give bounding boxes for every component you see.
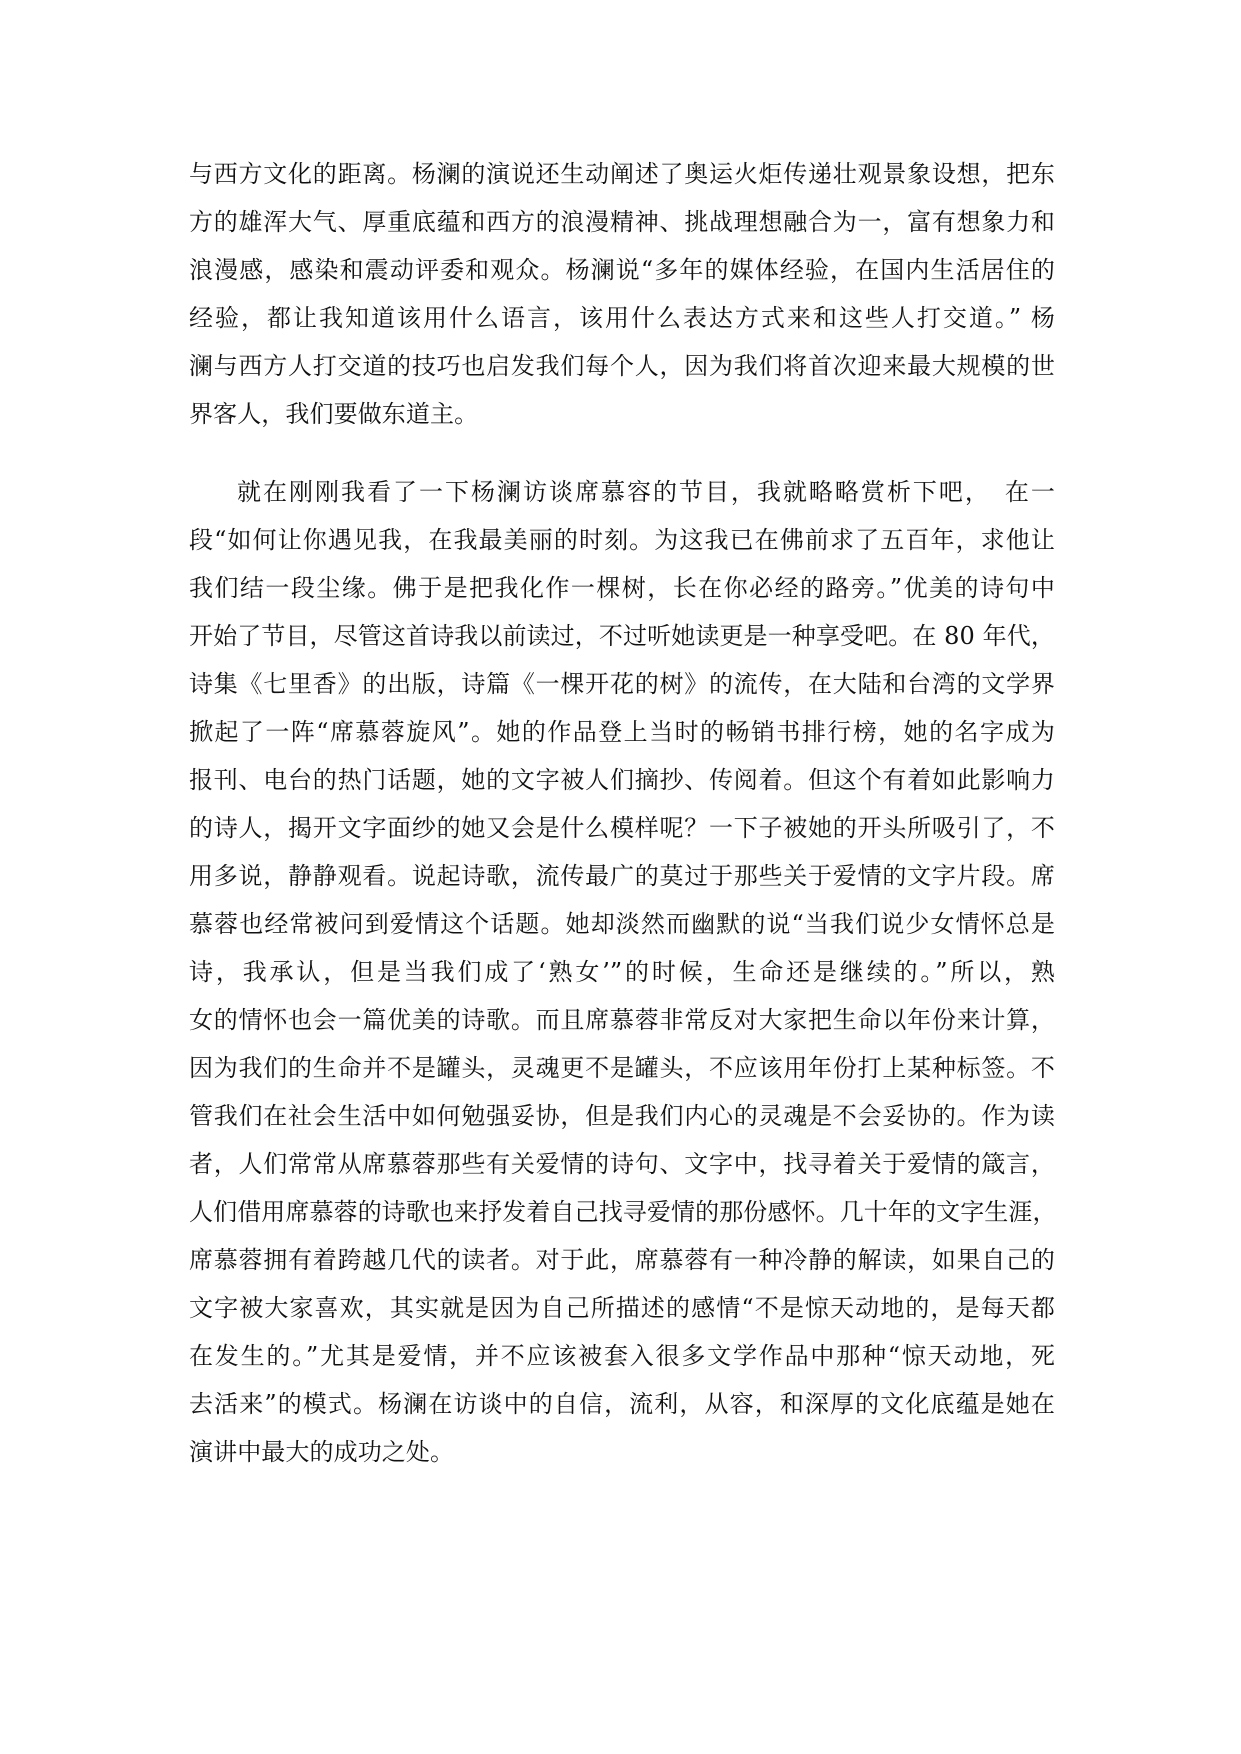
text-line: 的诗人，揭开文字面纱的她又会是什么模样呢？一下子被她的开头所吸引了，不 bbox=[189, 814, 1055, 842]
text-line: 女的情怀也会一篇优美的诗歌。而且席慕蓉非常反对大家把生命以年份来计算， bbox=[189, 1006, 1055, 1034]
text-line: 去活来”的模式。杨澜在访谈中的自信，流利，从容，和深厚的文化底蕴是她在 bbox=[189, 1390, 1055, 1418]
text-line: 经验，都让我知道该用什么语言，该用什么表达方式来和这些人打交道。” 杨 bbox=[189, 304, 1055, 332]
text-line: 浪漫感，感染和震动评委和观众。杨澜说“多年的媒体经验，在国内生活居住的 bbox=[189, 256, 1055, 284]
text-line: 者，人们常常从席慕蓉那些有关爱情的诗句、文字中，找寻着关于爱情的箴言， bbox=[189, 1150, 1055, 1178]
paragraph-spacer bbox=[189, 438, 1055, 468]
paragraph-1 bbox=[189, 150, 1055, 438]
text-line: 因为我们的生命并不是罐头，灵魂更不是罐头，不应该用年份打上某种标签。不 bbox=[189, 1054, 1055, 1082]
text-line-last: 演讲中最大的成功之处。 bbox=[189, 1438, 455, 1466]
text-line: 段“如何让你遇见我，在我最美丽的时刻。为这我已在佛前求了五百年，求他让 bbox=[189, 526, 1055, 554]
paragraph-2 bbox=[189, 468, 1055, 1476]
text-line: 管我们在社会生活中如何勉强妥协，但是我们内心的灵魂是不会妥协的。作为读 bbox=[189, 1102, 1055, 1130]
text-line: 用多说，静静观看。说起诗歌，流传最广的莫过于那些关于爱情的文字片段。席 bbox=[189, 862, 1055, 890]
text-line: 慕蓉也经常被问到爱情这个话题。她却淡然而幽默的说“当我们说少女情怀总是 bbox=[189, 910, 1055, 938]
text-line: 掀起了一阵“席慕蓉旋风”。她的作品登上当时的畅销书排行榜，她的名字成为 bbox=[189, 718, 1055, 746]
text-line-last: 界客人，我们要做东道主。 bbox=[189, 400, 479, 428]
text-line-first: 就在刚刚我看了一下杨澜访谈席慕容的节目，我就略略赏析下吧， 在一 bbox=[237, 478, 1055, 506]
text-line: 报刊、电台的热门话题，她的文字被人们摘抄、传阅着。但这个有着如此影响力 bbox=[189, 766, 1055, 794]
text-line: 在发生的。”尤其是爱情，并不应该被套入很多文学作品中那种“惊天动地，死 bbox=[189, 1342, 1055, 1370]
text-line: 我们结一段尘缘。佛于是把我化作一棵树，长在你必经的路旁。”优美的诗句中 bbox=[189, 574, 1055, 602]
document-body bbox=[189, 150, 1055, 1476]
text-line: 人们借用席慕蓉的诗歌也来抒发着自己找寻爱情的那份感怀。几十年的文字生涯， bbox=[189, 1198, 1057, 1226]
text-line: 诗，我承认，但是当我们成了‘熟女’”的时候，生命还是继续的。”所以，熟 bbox=[189, 958, 1055, 986]
text-line: 席慕蓉拥有着跨越几代的读者。对于此，席慕蓉有一种冷静的解读，如果自己的 bbox=[189, 1246, 1055, 1274]
text-line: 文字被大家喜欢，其实就是因为自己所描述的感情“不是惊天动地的，是每天都 bbox=[189, 1294, 1055, 1322]
text-line: 开始了节目，尽管这首诗我以前读过，不过听她读更是一种享受吧。在 80 年代， bbox=[189, 622, 1055, 650]
text-line: 诗集《七里香》的出版，诗篇《一棵开花的树》的流传，在大陆和台湾的文学界 bbox=[189, 670, 1055, 698]
text-line: 澜与西方人打交道的技巧也启发我们每个人，因为我们将首次迎来最大规模的世 bbox=[189, 352, 1055, 380]
text-line: 方的雄浑大气、厚重底蕴和西方的浪漫精神、挑战理想融合为一，富有想象力和 bbox=[189, 208, 1055, 236]
text-line: 与西方文化的距离。杨澜的演说还生动阐述了奥运火炬传递壮观景象设想，把东 bbox=[189, 160, 1055, 188]
